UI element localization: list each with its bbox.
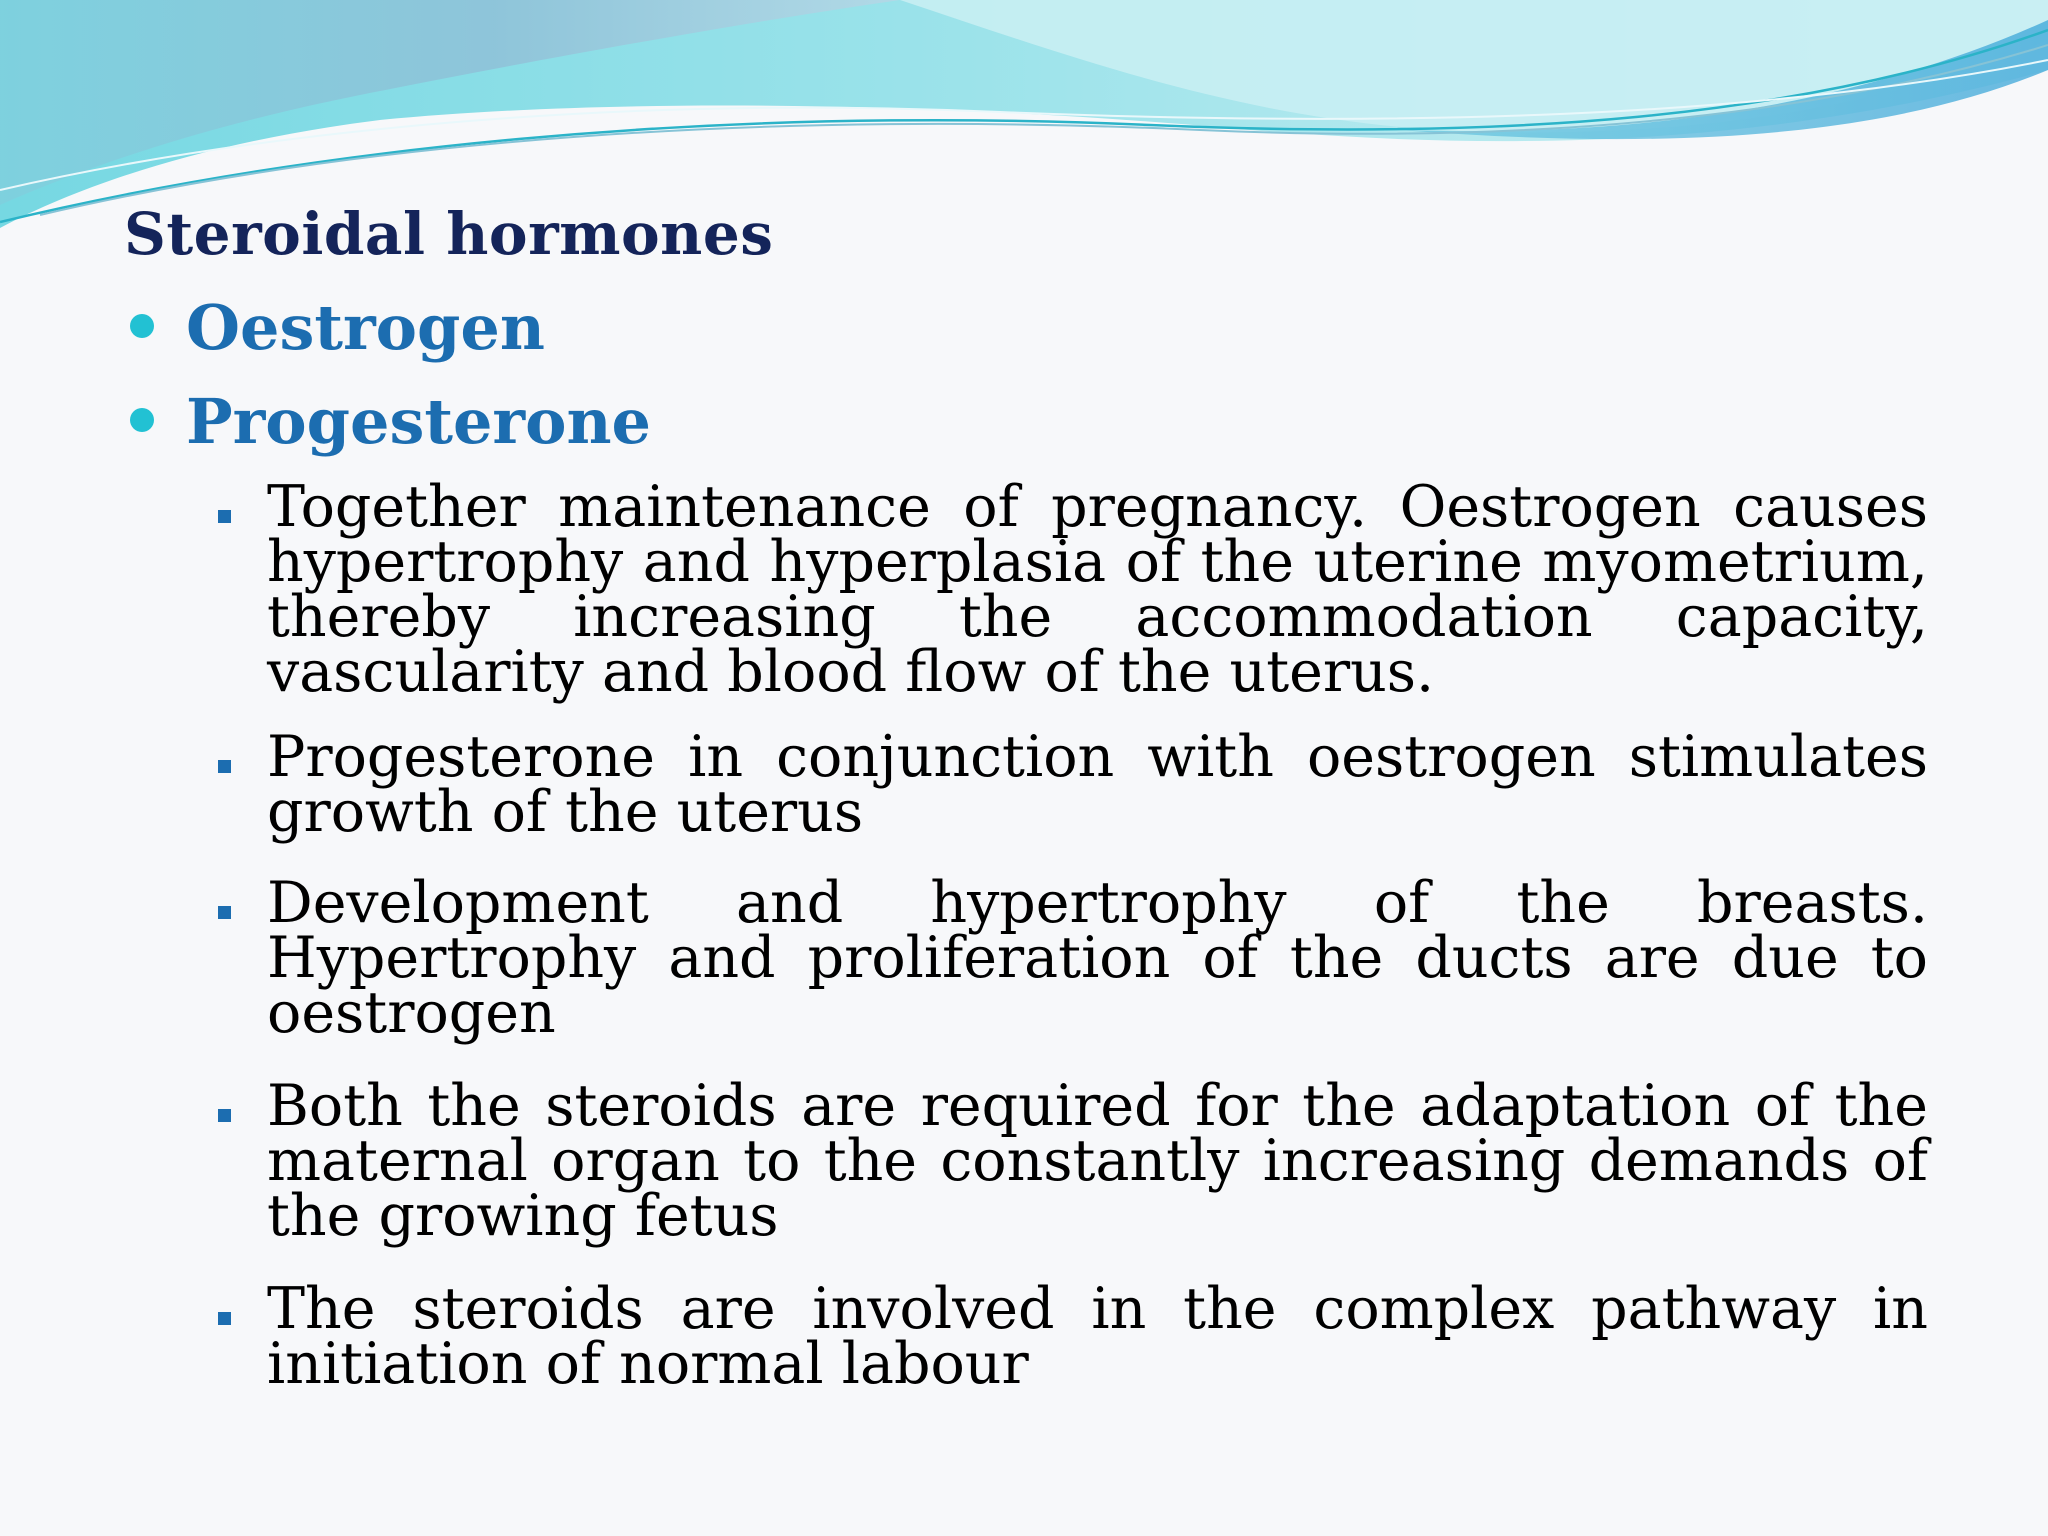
subbullet-item <box>210 870 1928 1046</box>
subbullet-text: Both the steroids are required for the adaptation of the maternal organ to the constantly increasing demands of the growing fetus <box>267 1073 1928 1249</box>
subbullet-text: The steroids are involved in the complex pathway in initiation of normal labour <box>267 1276 1928 1397</box>
subbullet-item <box>210 474 1928 705</box>
square-bullet-icon <box>218 1109 231 1122</box>
square-bullet-icon <box>218 510 231 523</box>
slide-title: Steroidal hormones <box>124 200 774 268</box>
bullet-item-oestrogen <box>124 288 924 368</box>
circle-bullet-icon <box>130 314 154 338</box>
subbullet-item <box>210 1276 1928 1397</box>
subbullet-list <box>210 474 1928 1397</box>
subbullet-text: Together maintenance of pregnancy. Oestrogen causes hypertrophy and hyperplasia of the uterine myometrium, thereby increasing the accommodation capacity, vascularity and blood flow of the uterus. <box>267 474 1928 705</box>
subbullet-item <box>210 724 1928 845</box>
circle-bullet-icon <box>130 408 154 432</box>
bullet-item-progesterone <box>124 382 924 462</box>
subbullet-text: Progesterone in conjunction with oestrogen stimulates growth of the uterus <box>267 724 1928 845</box>
bullet-label: Oestrogen <box>186 291 545 364</box>
bullet-label: Progesterone <box>186 385 651 458</box>
square-bullet-icon <box>218 906 231 919</box>
square-bullet-icon <box>218 760 231 773</box>
subbullet-item <box>210 1073 1928 1249</box>
square-bullet-icon <box>218 1312 231 1325</box>
subbullet-text: Development and hypertrophy of the breasts. Hypertrophy and proliferation of the ducts are due to oestrogen <box>267 870 1928 1046</box>
